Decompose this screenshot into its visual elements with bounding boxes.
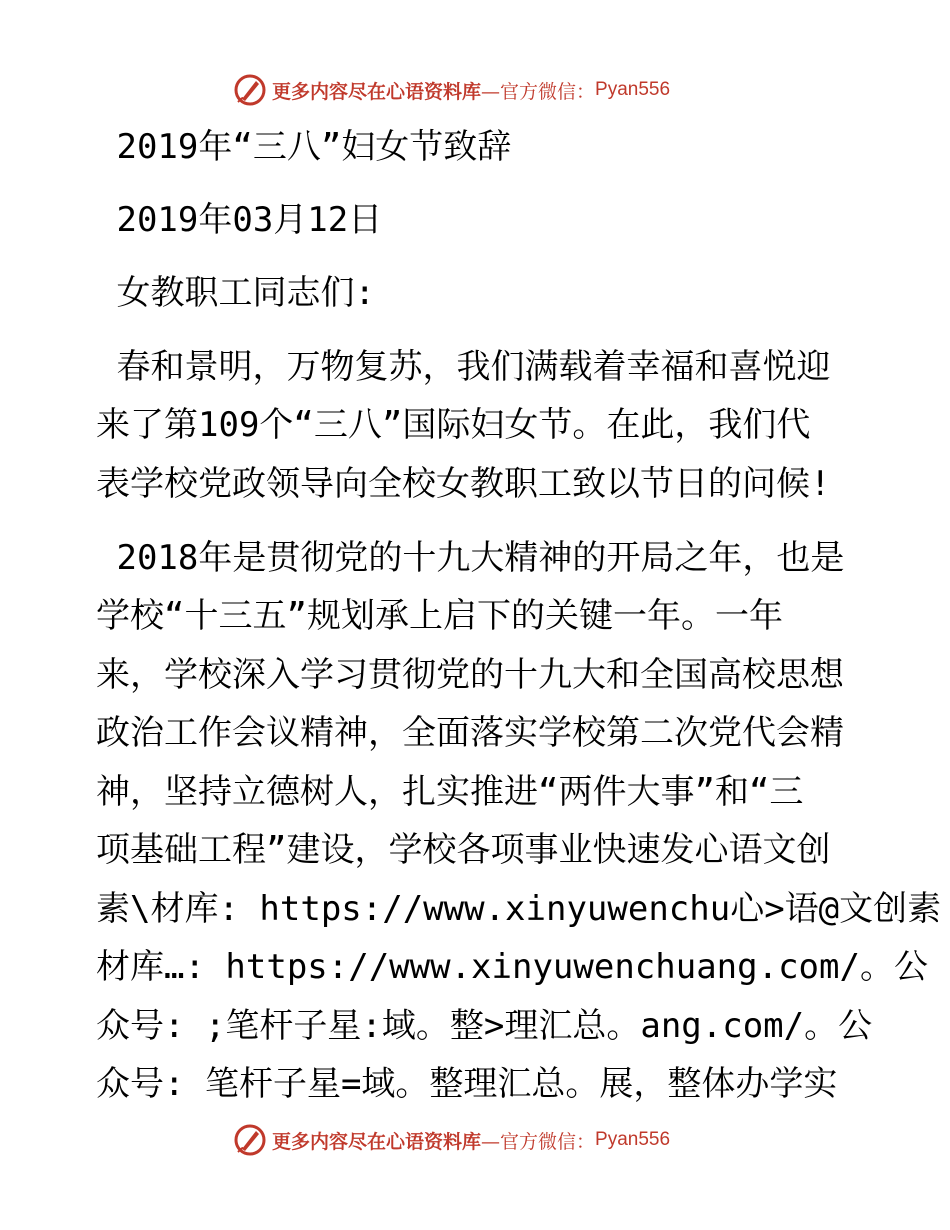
text-line: 政治工作会议精神，全面落实学校第二次党代会精 — [96, 713, 844, 753]
text-line: 2018年是贯彻党的十九大精神的开局之年，也是 — [96, 538, 845, 578]
text-line: 春和景明，万物复苏，我们满载着幸福和喜悦迎 — [96, 347, 831, 387]
text-line: 材库…: https://www.xinyuwenchuang.com/。公 — [96, 947, 928, 987]
quill-logo-icon — [232, 72, 268, 108]
banner-main-text: 更多内容尽在心语资料库 — [272, 80, 482, 103]
text-line: 来了第109个“三八”国际妇女节。在此，我们代 — [96, 405, 811, 445]
banner-main-text: 更多内容尽在心语资料库 — [272, 1130, 482, 1153]
text-line: 来，学校深入学习贯彻党的十九大和全国高校思想 — [96, 655, 844, 695]
text-line: 项基础工程”建设，学校各项事业快速发心语文创 — [96, 830, 831, 870]
text-line: 众号: 笔杆子星=域。整理汇总。展，整体办学实 — [96, 1064, 838, 1104]
text-line: 素\材库: https://www.xinyuwenchu心>语@文创素 — [96, 889, 942, 929]
banner-wechat-id: Pyan556 — [595, 1129, 671, 1150]
banner-sub-text: —官方微信： — [481, 1130, 596, 1153]
text-line: 学校“十三五”规划承上启下的关键一年。一年 — [96, 596, 783, 636]
document-date: 2019年03月12日 — [96, 200, 383, 240]
quill-logo-icon — [232, 1122, 268, 1158]
text-line: 众号: ;笔杆子星:域。整>理汇总。ang.com/。公 — [96, 1006, 873, 1046]
banner-sub-text: —官方微信： — [481, 80, 596, 103]
banner-wechat-id: Pyan556 — [595, 79, 671, 100]
footer-watermark-banner — [232, 1120, 670, 1160]
document-salutation: 女教职工同志们: — [96, 273, 375, 313]
document-title: 2019年“三八”妇女节致辞 — [96, 127, 512, 167]
header-watermark-banner — [232, 70, 670, 110]
text-line: 表学校党政领导向全校女教职工致以节日的问候! — [96, 464, 831, 504]
text-line: 神，坚持立德树人，扎实推进“两件大事”和“三 — [96, 772, 804, 812]
